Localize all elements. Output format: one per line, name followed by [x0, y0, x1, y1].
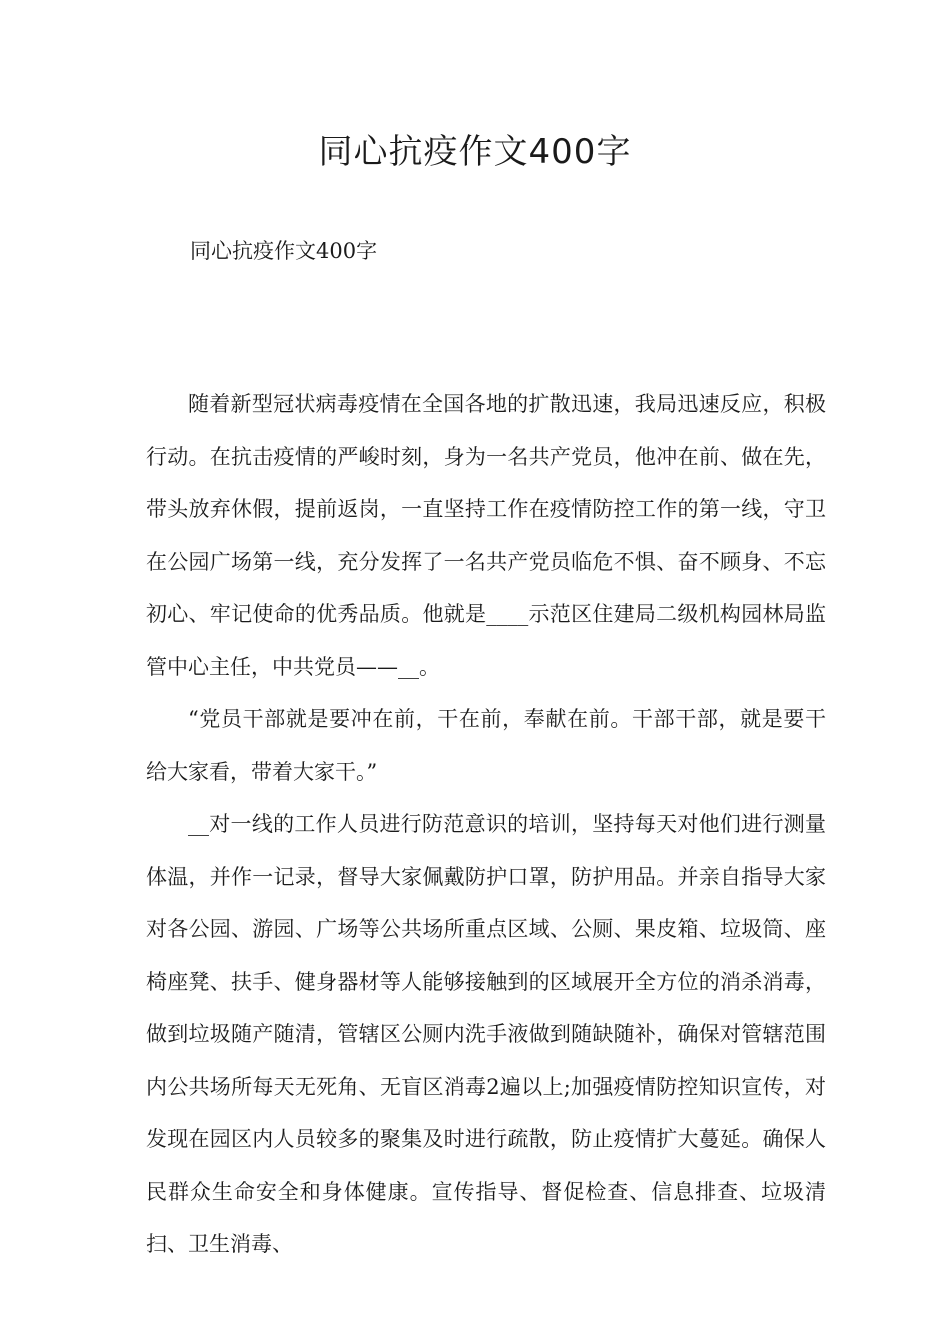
document-title: 同心抗疫作文400字: [318, 132, 632, 172]
paragraph-2: “党员干部就是要冲在前，干在前，奉献在前。干部干部，就是要干给大家看，带着大家干。”: [146, 707, 826, 784]
document-subtitle: 同心抗疫作文400字: [190, 239, 378, 263]
paragraph-1: 随着新型冠状病毒疫情在全国各地的扩散迅速，我局迅速反应，积极行动。在抗击疫情的严峻时刻，身为一名共产党员，他冲在前、做在先，带头放弃休假，提前返岗，一直坚持工作在疫情防控工作的第一线，守卫在公园广场第一线，充分发挥了一名共产党员临危不惧、奋不顾身、不忘初心、牢记使命的优秀品质。他就是____示范区住建局二级机构园林局监管中心主任，中共党员——__。: [146, 392, 826, 679]
paragraph-3: __对一线的工作人员进行防范意识的培训，坚持每天对他们进行测量体温，并作一记录，督导大家佩戴防护口罩，防护用品。并亲自指导大家对各公园、游园、广场等公共场所重点区域、公厕、果皮箱、垃圾筒、座椅座凳、扶手、健身器材等人能够接触到的区域展开全方位的消杀消毒，做到垃圾随产随清，管辖区公厕内洗手液做到随缺随补，确保对管辖范围内公共场所每天无死角、无盲区消毒2遍以上;加强疫情防控知识宣传，对发现在园区内人员较多的聚集及时进行疏散，防止疫情扩大蔓延。确保人民群众生命安全和身体健康。宣传指导、督促检查、信息排查、垃圾清扫、卫生消毒、: [146, 812, 826, 1256]
document-body: [146, 378, 826, 1271]
